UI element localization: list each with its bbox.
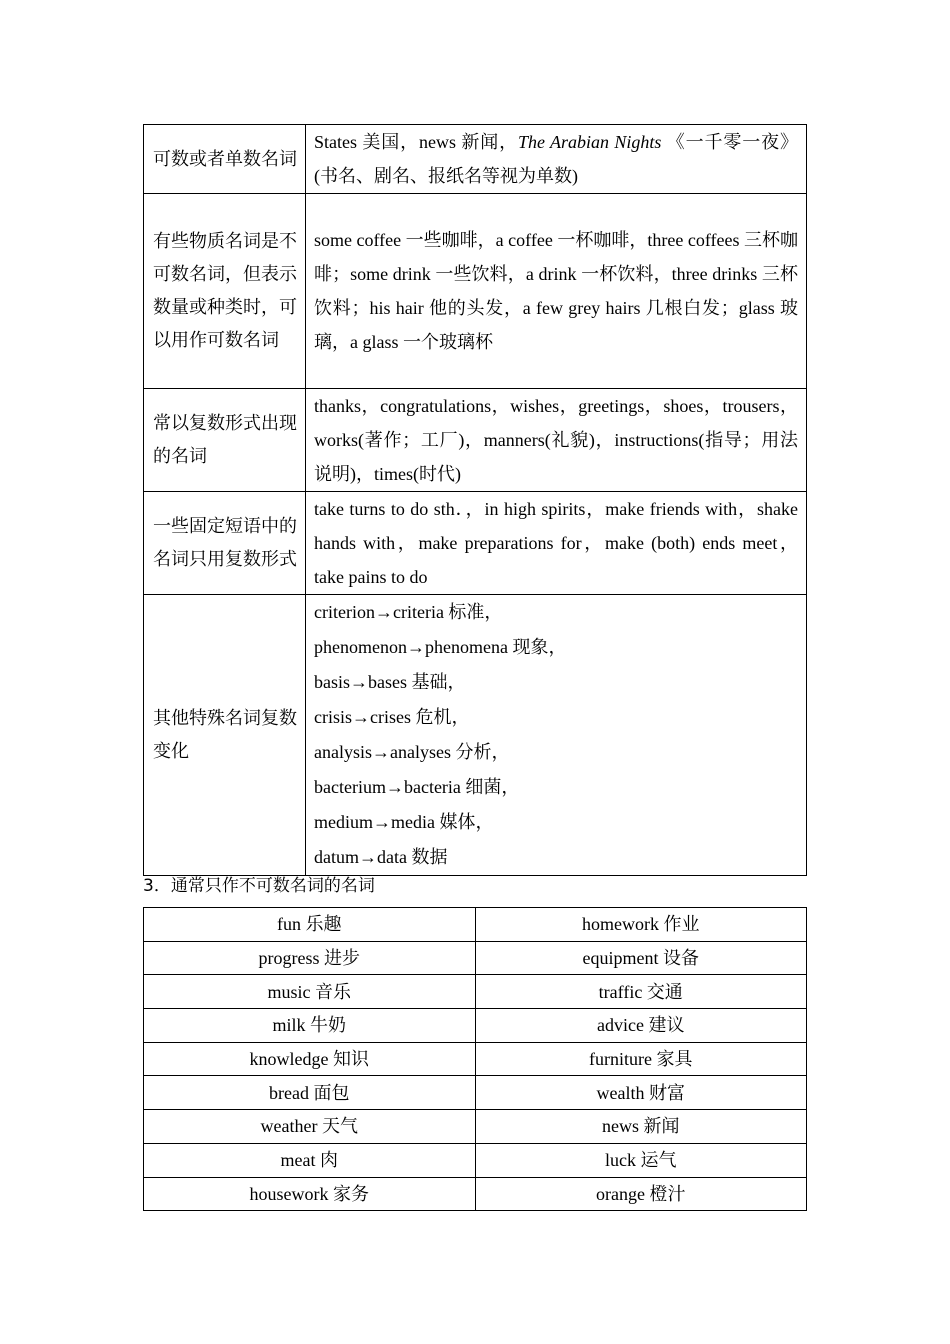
table-cell: equipment 设备 xyxy=(475,941,807,975)
table-cell: traffic 交通 xyxy=(475,975,807,1009)
table-row xyxy=(144,941,807,975)
table-cell: weather 天气 xyxy=(144,1110,476,1144)
list-item: criterion→criteria 标准， xyxy=(314,602,503,622)
table-cell: bread 面包 xyxy=(144,1076,476,1110)
table-row xyxy=(144,595,807,876)
table-row xyxy=(144,389,807,492)
uncountable-nouns-table xyxy=(143,907,807,1211)
table-cell: news 新闻 xyxy=(475,1110,807,1144)
table-cell: luck 运气 xyxy=(475,1143,807,1177)
table-cell: furniture 家具 xyxy=(475,1042,807,1076)
row-content xyxy=(306,595,807,876)
row-label: 有些物质名词是不可数名词，但表示数量或种类时，可以用作可数名词 xyxy=(144,194,306,389)
table-row xyxy=(144,1042,807,1076)
section-heading: 3．通常只作不可数名词的名词 xyxy=(143,876,375,896)
table-cell: advice 建议 xyxy=(475,1009,807,1043)
row-content: States 美国，news 新闻，The Arabian Nights 《一千零一夜》(书名、剧名、报纸名等视为单数) xyxy=(306,125,807,194)
row-content: some coffee 一些咖啡，a coffee 一杯咖啡，three coffees 三杯咖啡；some drink 一些饮料，a drink 一杯饮料，three drinks 三杯饮料；his hair 他的头发，a few grey hairs 几根白发；glass 玻璃，a glass 一个玻璃杯 xyxy=(306,194,807,389)
table-cell: housework 家务 xyxy=(144,1177,476,1211)
table-cell: meat 肉 xyxy=(144,1143,476,1177)
table-cell: knowledge 知识 xyxy=(144,1042,476,1076)
table-cell: music 音乐 xyxy=(144,975,476,1009)
noun-rules-table xyxy=(143,124,807,876)
list-item: datum→data 数据 xyxy=(314,847,448,867)
list-item: analysis→analyses 分析， xyxy=(314,742,510,762)
table-row xyxy=(144,975,807,1009)
list-item: medium→media 媒体， xyxy=(314,812,494,832)
list-item: bacterium→bacteria 细菌， xyxy=(314,777,520,797)
table-cell: homework 作业 xyxy=(475,908,807,942)
row-content: take turns to do sth．，in high spirits，make friends with，shake hands with，make preparations for，make (both) ends meet，take pains to do xyxy=(306,492,807,595)
table-row xyxy=(144,1177,807,1211)
row-label: 一些固定短语中的名词只用复数形式 xyxy=(144,492,306,595)
table-row xyxy=(144,125,807,194)
table-row xyxy=(144,1076,807,1110)
table-row xyxy=(144,492,807,595)
list-item: crisis→crises 危机， xyxy=(314,707,470,727)
table-row xyxy=(144,1143,807,1177)
row-label: 常以复数形式出现的名词 xyxy=(144,389,306,492)
row-label: 可数或者单数名词 xyxy=(144,125,306,194)
row-label: 其他特殊名词复数变化 xyxy=(144,595,306,876)
table-row xyxy=(144,194,807,389)
list-item: phenomenon→phenomena 现象， xyxy=(314,637,567,657)
table-cell: wealth 财富 xyxy=(475,1076,807,1110)
table-row xyxy=(144,908,807,942)
table-cell: orange 橙汁 xyxy=(475,1177,807,1211)
row-content: thanks，congratulations，wishes，greetings，shoes，trousers，works(著作；工厂)，manners(礼貌)，instructions(指导；用法说明)，times(时代) xyxy=(306,389,807,492)
table-cell: fun 乐趣 xyxy=(144,908,476,942)
table-cell: milk 牛奶 xyxy=(144,1009,476,1043)
table-cell: progress 进步 xyxy=(144,941,476,975)
table-row xyxy=(144,1009,807,1043)
table-row xyxy=(144,1110,807,1144)
list-item: basis→bases 基础， xyxy=(314,672,466,692)
